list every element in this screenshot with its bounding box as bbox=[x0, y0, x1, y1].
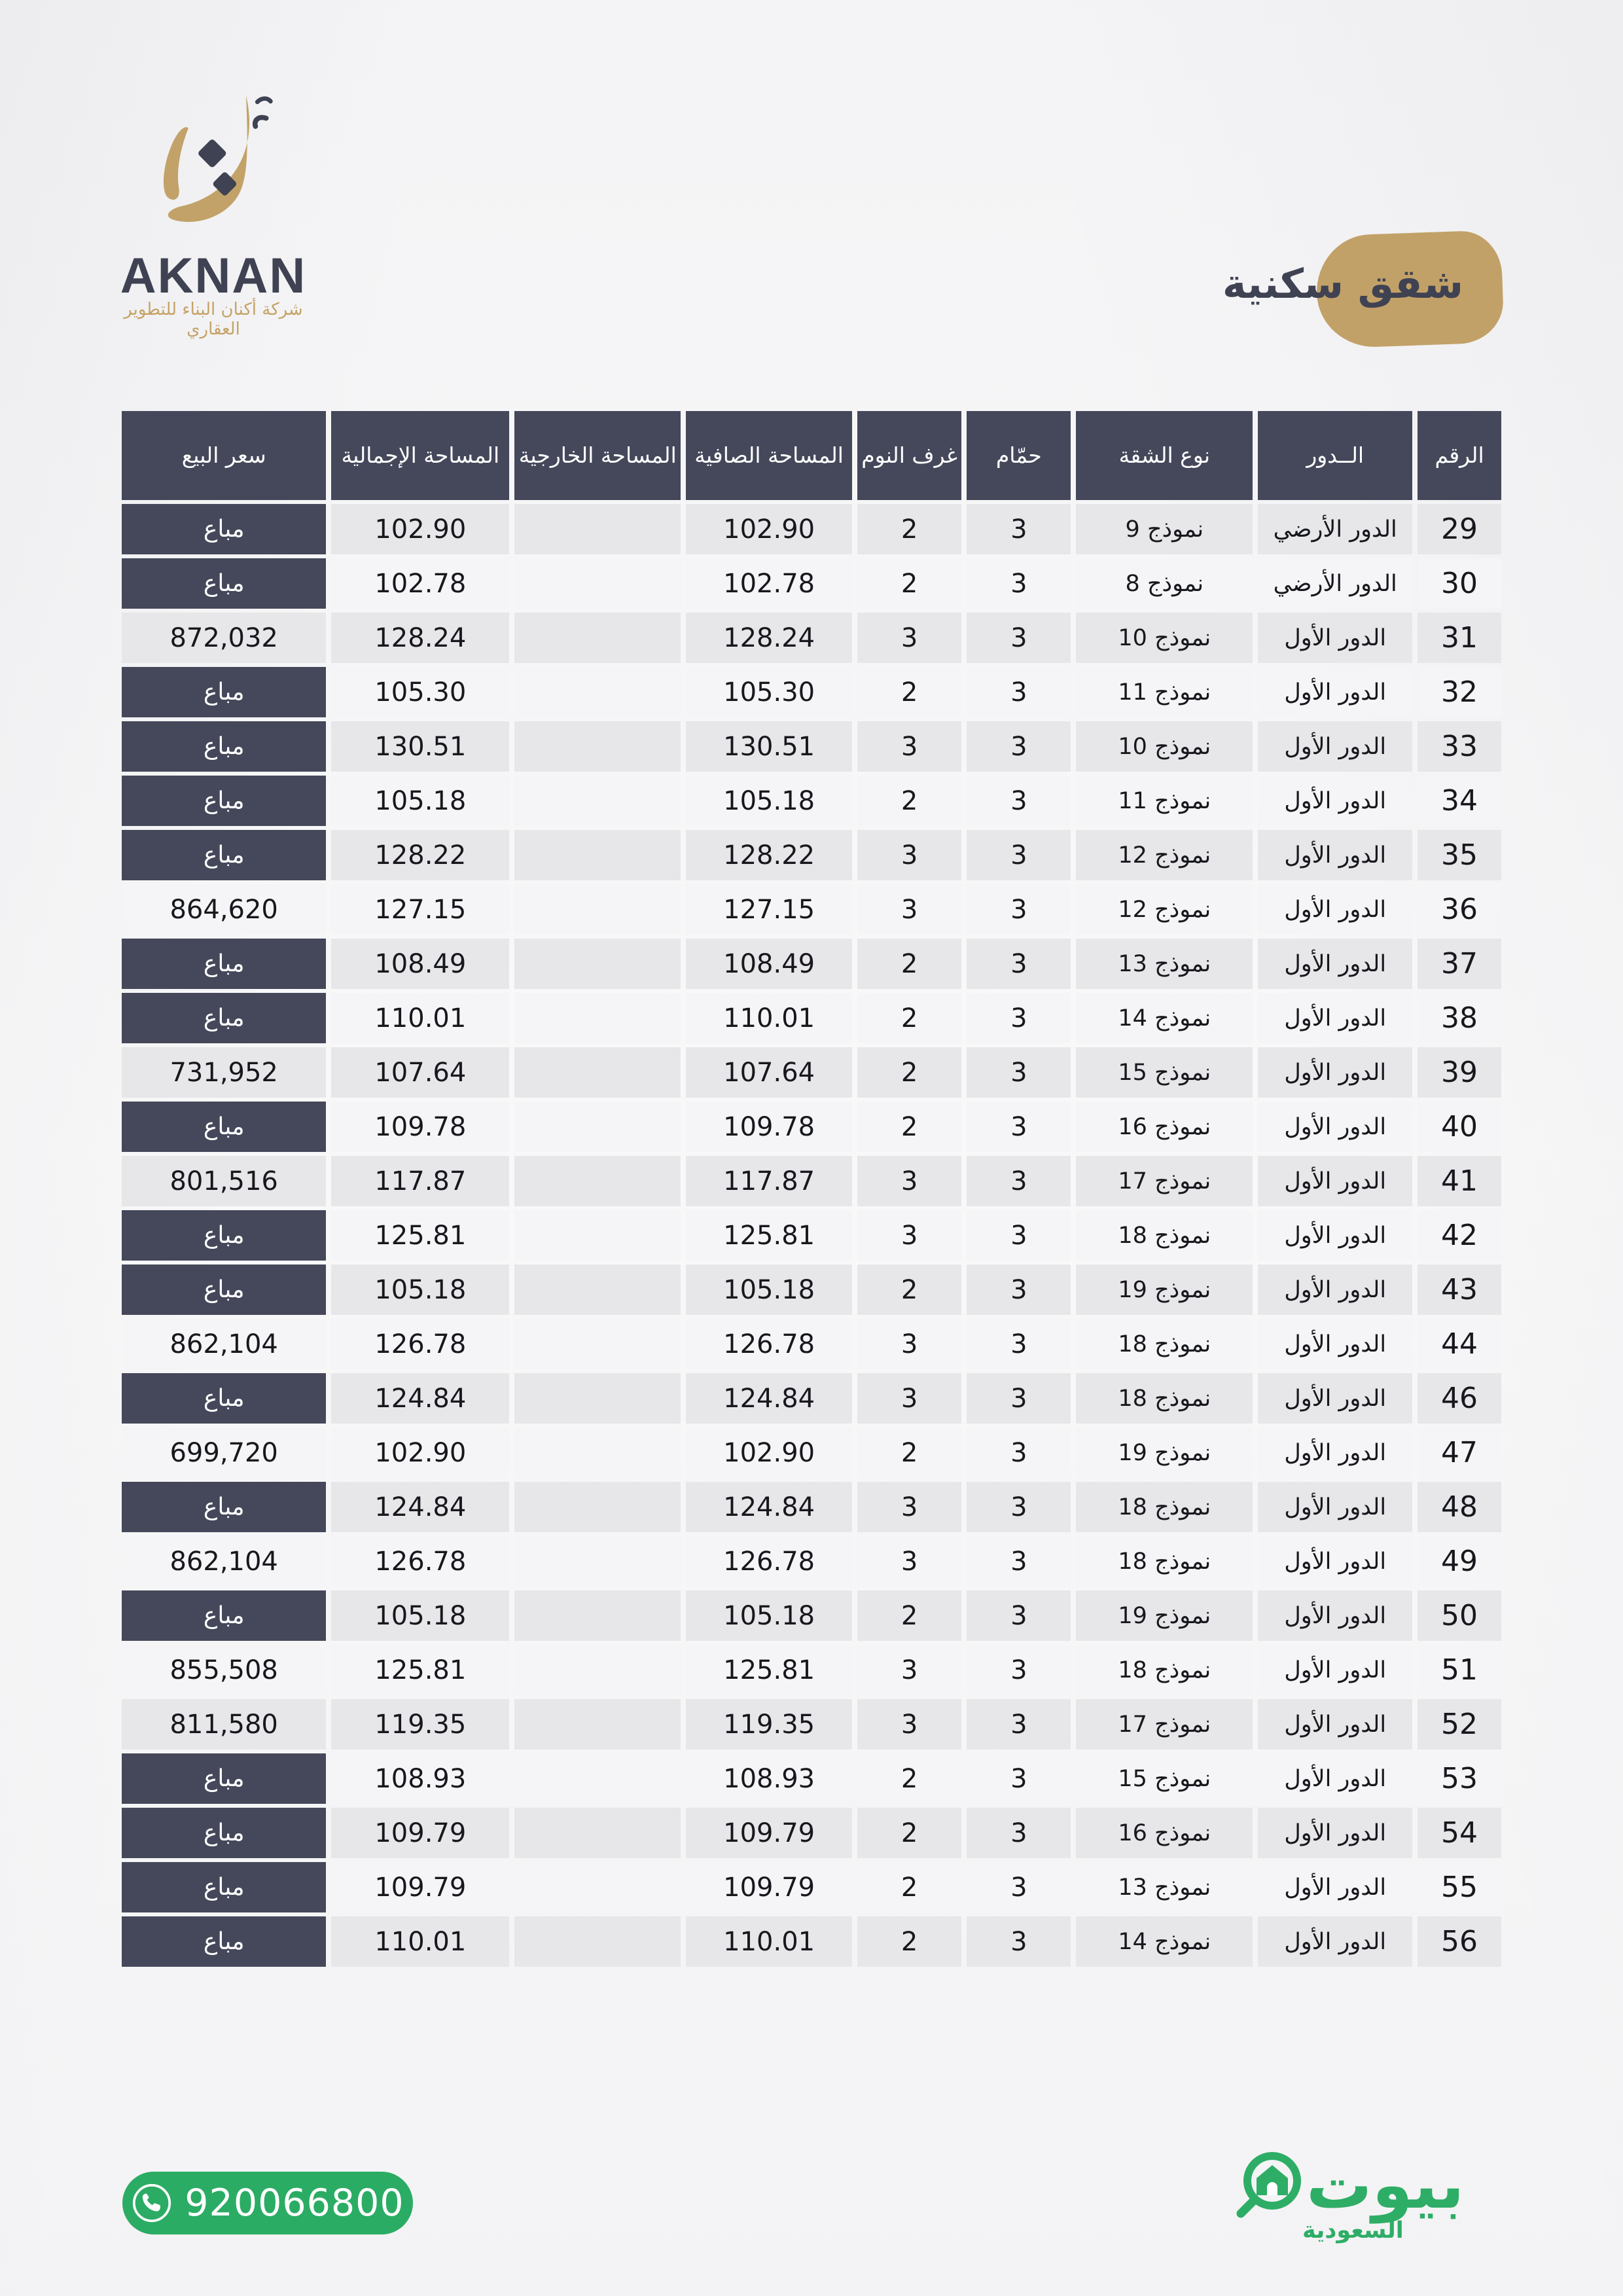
cell-floor-50: الدور الأول bbox=[1258, 1590, 1412, 1641]
cell-model-52: نموذج 17 bbox=[1076, 1699, 1253, 1749]
cell-price-37: مباع bbox=[122, 939, 326, 989]
cell-net-40: 109.78 bbox=[686, 1102, 852, 1152]
cell-total-47: 102.90 bbox=[331, 1427, 509, 1478]
unit-row-52 bbox=[122, 1699, 1501, 1749]
cell-price-33: مباع bbox=[122, 721, 326, 772]
cell-bath-47: 3 bbox=[967, 1427, 1071, 1478]
cell-bed-36: 3 bbox=[857, 884, 961, 935]
cell-no-56: 56 bbox=[1418, 1916, 1501, 1967]
cell-net-53: 108.93 bbox=[686, 1753, 852, 1804]
cell-no-36: 36 bbox=[1418, 884, 1501, 935]
unit-row-41 bbox=[122, 1156, 1501, 1206]
cell-bath-50: 3 bbox=[967, 1590, 1071, 1641]
cell-bed-46: 3 bbox=[857, 1373, 961, 1424]
cell-total-52: 119.35 bbox=[331, 1699, 509, 1749]
cell-total-32: 105.30 bbox=[331, 667, 509, 717]
cell-net-49: 126.78 bbox=[686, 1536, 852, 1587]
col-header-model: نوع الشقة bbox=[1076, 411, 1253, 500]
cell-no-47: 47 bbox=[1418, 1427, 1501, 1478]
cell-floor-44: الدور الأول bbox=[1258, 1319, 1412, 1369]
cell-total-50: 105.18 bbox=[331, 1590, 509, 1641]
cell-no-54: 54 bbox=[1418, 1808, 1501, 1858]
cell-ext-52 bbox=[514, 1699, 681, 1749]
unit-row-56 bbox=[122, 1916, 1501, 1967]
unit-row-46 bbox=[122, 1373, 1501, 1424]
logo-wordmark: AKNAN bbox=[120, 248, 307, 304]
unit-row-32 bbox=[122, 667, 1501, 717]
cell-ext-37 bbox=[514, 939, 681, 989]
cell-ext-32 bbox=[514, 667, 681, 717]
unit-row-31 bbox=[122, 613, 1501, 663]
unit-row-47 bbox=[122, 1427, 1501, 1478]
cell-bed-31: 3 bbox=[857, 613, 961, 663]
unit-row-53 bbox=[122, 1753, 1501, 1804]
price-table bbox=[116, 407, 1507, 1971]
cell-total-48: 124.84 bbox=[331, 1482, 509, 1532]
cell-net-32: 105.30 bbox=[686, 667, 852, 717]
cell-model-48: نموذج 18 bbox=[1076, 1482, 1253, 1532]
cell-net-35: 128.22 bbox=[686, 830, 852, 880]
cell-total-38: 110.01 bbox=[331, 993, 509, 1043]
cell-total-29: 102.90 bbox=[331, 504, 509, 554]
cell-ext-53 bbox=[514, 1753, 681, 1804]
cell-ext-48 bbox=[514, 1482, 681, 1532]
cell-no-37: 37 bbox=[1418, 939, 1501, 989]
unit-row-44 bbox=[122, 1319, 1501, 1369]
cell-floor-40: الدور الأول bbox=[1258, 1102, 1412, 1152]
cell-price-43: مباع bbox=[122, 1265, 326, 1315]
cell-price-54: مباع bbox=[122, 1808, 326, 1858]
cell-price-55: مباع bbox=[122, 1862, 326, 1912]
cell-floor-55: الدور الأول bbox=[1258, 1862, 1412, 1912]
cell-total-49: 126.78 bbox=[331, 1536, 509, 1587]
cell-ext-42 bbox=[514, 1210, 681, 1261]
cell-ext-39 bbox=[514, 1047, 681, 1098]
cell-bed-39: 2 bbox=[857, 1047, 961, 1098]
cell-price-32: مباع bbox=[122, 667, 326, 717]
cell-bed-34: 2 bbox=[857, 776, 961, 826]
cell-no-49: 49 bbox=[1418, 1536, 1501, 1587]
cell-model-47: نموذج 19 bbox=[1076, 1427, 1253, 1478]
cell-bed-40: 2 bbox=[857, 1102, 961, 1152]
cell-ext-50 bbox=[514, 1590, 681, 1641]
cell-net-43: 105.18 bbox=[686, 1265, 852, 1315]
cell-total-51: 125.81 bbox=[331, 1645, 509, 1695]
cell-floor-43: الدور الأول bbox=[1258, 1265, 1412, 1315]
cell-bed-38: 2 bbox=[857, 993, 961, 1043]
cell-floor-30: الدور الأرضي bbox=[1258, 558, 1412, 609]
cell-bath-33: 3 bbox=[967, 721, 1071, 772]
cell-net-54: 109.79 bbox=[686, 1808, 852, 1858]
cell-price-30: مباع bbox=[122, 558, 326, 609]
cell-floor-42: الدور الأول bbox=[1258, 1210, 1412, 1261]
aknan-calligraphy-icon bbox=[141, 92, 291, 239]
unit-row-29 bbox=[122, 504, 1501, 554]
cell-total-55: 109.79 bbox=[331, 1862, 509, 1912]
cell-price-51: 855,508 bbox=[122, 1645, 326, 1695]
col-header-bed: غرف النوم bbox=[857, 411, 961, 500]
cell-ext-41 bbox=[514, 1156, 681, 1206]
cell-no-53: 53 bbox=[1418, 1753, 1501, 1804]
cell-model-35: نموذج 12 bbox=[1076, 830, 1253, 880]
cell-bed-42: 3 bbox=[857, 1210, 961, 1261]
cell-bath-38: 3 bbox=[967, 993, 1071, 1043]
cell-ext-43 bbox=[514, 1265, 681, 1315]
col-header-total: المساحة الإجمالية bbox=[331, 411, 509, 500]
cell-price-52: 811,580 bbox=[122, 1699, 326, 1749]
cell-model-30: نموذج 8 bbox=[1076, 558, 1253, 609]
cell-price-46: مباع bbox=[122, 1373, 326, 1424]
cell-net-38: 110.01 bbox=[686, 993, 852, 1043]
unit-row-42 bbox=[122, 1210, 1501, 1261]
cell-total-43: 105.18 bbox=[331, 1265, 509, 1315]
cell-net-31: 128.24 bbox=[686, 613, 852, 663]
unit-row-33 bbox=[122, 721, 1501, 772]
cell-net-47: 102.90 bbox=[686, 1427, 852, 1478]
cell-bath-53: 3 bbox=[967, 1753, 1071, 1804]
cell-bath-55: 3 bbox=[967, 1862, 1071, 1912]
cell-bath-43: 3 bbox=[967, 1265, 1071, 1315]
cell-net-30: 102.78 bbox=[686, 558, 852, 609]
cell-price-39: 731,952 bbox=[122, 1047, 326, 1098]
cell-net-51: 125.81 bbox=[686, 1645, 852, 1695]
cell-floor-31: الدور الأول bbox=[1258, 613, 1412, 663]
cell-bath-31: 3 bbox=[967, 613, 1071, 663]
cell-price-40: مباع bbox=[122, 1102, 326, 1152]
cell-ext-44 bbox=[514, 1319, 681, 1369]
cell-bed-44: 3 bbox=[857, 1319, 961, 1369]
cell-bed-33: 3 bbox=[857, 721, 961, 772]
cell-price-48: مباع bbox=[122, 1482, 326, 1532]
house-search-icon bbox=[1234, 2147, 1302, 2223]
cell-bed-32: 2 bbox=[857, 667, 961, 717]
cell-price-31: 872,032 bbox=[122, 613, 326, 663]
cell-model-49: نموذج 18 bbox=[1076, 1536, 1253, 1587]
col-header-bath: حمّام bbox=[967, 411, 1071, 500]
cell-no-29: 29 bbox=[1418, 504, 1501, 554]
cell-floor-29: الدور الأرضي bbox=[1258, 504, 1412, 554]
cell-price-35: مباع bbox=[122, 830, 326, 880]
cell-ext-38 bbox=[514, 993, 681, 1043]
bayut-sub-label: السعودية bbox=[1302, 2217, 1404, 2244]
col-header-floor: الــدور bbox=[1258, 411, 1412, 500]
cell-model-38: نموذج 14 bbox=[1076, 993, 1253, 1043]
cell-model-56: نموذج 14 bbox=[1076, 1916, 1253, 1967]
cell-price-44: 862,104 bbox=[122, 1319, 326, 1369]
cell-floor-36: الدور الأول bbox=[1258, 884, 1412, 935]
cell-model-41: نموذج 17 bbox=[1076, 1156, 1253, 1206]
cell-bath-40: 3 bbox=[967, 1102, 1071, 1152]
unit-row-34 bbox=[122, 776, 1501, 826]
cell-net-36: 127.15 bbox=[686, 884, 852, 935]
phone-pill bbox=[122, 2172, 413, 2234]
col-header-net: المساحة الصافية bbox=[686, 411, 852, 500]
cell-bath-42: 3 bbox=[967, 1210, 1071, 1261]
cell-net-44: 126.78 bbox=[686, 1319, 852, 1369]
cell-total-34: 105.18 bbox=[331, 776, 509, 826]
cell-ext-29 bbox=[514, 504, 681, 554]
cell-bath-32: 3 bbox=[967, 667, 1071, 717]
cell-bath-46: 3 bbox=[967, 1373, 1071, 1424]
cell-bath-41: 3 bbox=[967, 1156, 1071, 1206]
cell-total-40: 109.78 bbox=[331, 1102, 509, 1152]
cell-model-36: نموذج 12 bbox=[1076, 884, 1253, 935]
cell-no-30: 30 bbox=[1418, 558, 1501, 609]
cell-price-50: مباع bbox=[122, 1590, 326, 1641]
cell-bath-36: 3 bbox=[967, 884, 1071, 935]
cell-total-41: 117.87 bbox=[331, 1156, 509, 1206]
cell-price-42: مباع bbox=[122, 1210, 326, 1261]
cell-no-41: 41 bbox=[1418, 1156, 1501, 1206]
cell-no-43: 43 bbox=[1418, 1265, 1501, 1315]
cell-bath-52: 3 bbox=[967, 1699, 1071, 1749]
cell-floor-53: الدور الأول bbox=[1258, 1753, 1412, 1804]
cell-total-42: 125.81 bbox=[331, 1210, 509, 1261]
cell-ext-35 bbox=[514, 830, 681, 880]
cell-total-44: 126.78 bbox=[331, 1319, 509, 1369]
bayut-logo-row bbox=[1234, 2147, 1509, 2223]
logo-tagline: شركة أكنان البناء للتطوير العقاري bbox=[124, 300, 303, 339]
cell-price-49: 862,104 bbox=[122, 1536, 326, 1587]
cell-bed-48: 3 bbox=[857, 1482, 961, 1532]
col-header-no: الرقم bbox=[1418, 411, 1501, 500]
cell-floor-39: الدور الأول bbox=[1258, 1047, 1412, 1098]
cell-bath-54: 3 bbox=[967, 1808, 1071, 1858]
cell-bath-44: 3 bbox=[967, 1319, 1071, 1369]
unit-row-40 bbox=[122, 1102, 1501, 1152]
cell-floor-49: الدور الأول bbox=[1258, 1536, 1412, 1587]
cell-model-55: نموذج 13 bbox=[1076, 1862, 1253, 1912]
cell-price-41: 801,516 bbox=[122, 1156, 326, 1206]
unit-row-54 bbox=[122, 1808, 1501, 1858]
cell-total-33: 130.51 bbox=[331, 721, 509, 772]
cell-bath-30: 3 bbox=[967, 558, 1071, 609]
cell-net-33: 130.51 bbox=[686, 721, 852, 772]
cell-bed-53: 2 bbox=[857, 1753, 961, 1804]
cell-no-38: 38 bbox=[1418, 993, 1501, 1043]
cell-price-29: مباع bbox=[122, 504, 326, 554]
aknan-calligraphy-art bbox=[141, 92, 291, 239]
cell-no-35: 35 bbox=[1418, 830, 1501, 880]
cell-bed-56: 2 bbox=[857, 1916, 961, 1967]
cell-no-31: 31 bbox=[1418, 613, 1501, 663]
cell-floor-34: الدور الأول bbox=[1258, 776, 1412, 826]
cell-no-34: 34 bbox=[1418, 776, 1501, 826]
unit-row-35 bbox=[122, 830, 1501, 880]
cell-bed-37: 2 bbox=[857, 939, 961, 989]
cell-no-50: 50 bbox=[1418, 1590, 1501, 1641]
cell-model-46: نموذج 18 bbox=[1076, 1373, 1253, 1424]
cell-total-39: 107.64 bbox=[331, 1047, 509, 1098]
cell-floor-48: الدور الأول bbox=[1258, 1482, 1412, 1532]
cell-ext-56 bbox=[514, 1916, 681, 1967]
cell-ext-33 bbox=[514, 721, 681, 772]
cell-bed-35: 3 bbox=[857, 830, 961, 880]
cell-bed-43: 2 bbox=[857, 1265, 961, 1315]
cell-floor-37: الدور الأول bbox=[1258, 939, 1412, 989]
price-table-wrap bbox=[116, 407, 1507, 1971]
cell-bath-49: 3 bbox=[967, 1536, 1071, 1587]
cell-net-29: 102.90 bbox=[686, 504, 852, 554]
cell-no-33: 33 bbox=[1418, 721, 1501, 772]
cell-model-53: نموذج 15 bbox=[1076, 1753, 1253, 1804]
phone-icon bbox=[131, 2182, 173, 2224]
cell-model-40: نموذج 16 bbox=[1076, 1102, 1253, 1152]
cell-no-51: 51 bbox=[1418, 1645, 1501, 1695]
unit-row-30 bbox=[122, 558, 1501, 609]
cell-no-40: 40 bbox=[1418, 1102, 1501, 1152]
cell-bed-49: 3 bbox=[857, 1536, 961, 1587]
cell-total-54: 109.79 bbox=[331, 1808, 509, 1858]
cell-no-42: 42 bbox=[1418, 1210, 1501, 1261]
cell-ext-47 bbox=[514, 1427, 681, 1478]
unit-row-48 bbox=[122, 1482, 1501, 1532]
unit-row-55 bbox=[122, 1862, 1501, 1912]
phone-number: 920066800 bbox=[185, 2181, 404, 2225]
cell-ext-34 bbox=[514, 776, 681, 826]
cell-floor-56: الدور الأول bbox=[1258, 1916, 1412, 1967]
cell-net-39: 107.64 bbox=[686, 1047, 852, 1098]
cell-total-35: 128.22 bbox=[331, 830, 509, 880]
cell-no-39: 39 bbox=[1418, 1047, 1501, 1098]
cell-bath-29: 3 bbox=[967, 504, 1071, 554]
cell-net-37: 108.49 bbox=[686, 939, 852, 989]
cell-total-36: 127.15 bbox=[331, 884, 509, 935]
col-header-ext: المساحة الخارجية bbox=[514, 411, 681, 500]
cell-model-54: نموذج 16 bbox=[1076, 1808, 1253, 1858]
cell-floor-54: الدور الأول bbox=[1258, 1808, 1412, 1858]
cell-price-47: 699,720 bbox=[122, 1427, 326, 1478]
col-header-price: سعر البيع bbox=[122, 411, 326, 500]
cell-model-29: نموذج 9 bbox=[1076, 504, 1253, 554]
cell-price-38: مباع bbox=[122, 993, 326, 1043]
cell-bed-30: 2 bbox=[857, 558, 961, 609]
cell-net-52: 119.35 bbox=[686, 1699, 852, 1749]
cell-bed-41: 3 bbox=[857, 1156, 961, 1206]
cell-model-39: نموذج 15 bbox=[1076, 1047, 1253, 1098]
cell-ext-54 bbox=[514, 1808, 681, 1858]
cell-price-56: مباع bbox=[122, 1916, 326, 1967]
cell-model-50: نموذج 19 bbox=[1076, 1590, 1253, 1641]
cell-model-33: نموذج 10 bbox=[1076, 721, 1253, 772]
cell-net-50: 105.18 bbox=[686, 1590, 852, 1641]
cell-bed-51: 3 bbox=[857, 1645, 961, 1695]
cell-model-32: نموذج 11 bbox=[1076, 667, 1253, 717]
cell-floor-38: الدور الأول bbox=[1258, 993, 1412, 1043]
cell-bath-37: 3 bbox=[967, 939, 1071, 989]
cell-floor-33: الدور الأول bbox=[1258, 721, 1412, 772]
unit-row-36 bbox=[122, 884, 1501, 935]
unit-row-39 bbox=[122, 1047, 1501, 1098]
unit-row-37 bbox=[122, 939, 1501, 989]
cell-floor-35: الدور الأول bbox=[1258, 830, 1412, 880]
cell-no-44: 44 bbox=[1418, 1319, 1501, 1369]
cell-model-31: نموذج 10 bbox=[1076, 613, 1253, 663]
cell-price-53: مباع bbox=[122, 1753, 326, 1804]
cell-floor-51: الدور الأول bbox=[1258, 1645, 1412, 1695]
cell-ext-49 bbox=[514, 1536, 681, 1587]
cell-floor-32: الدور الأول bbox=[1258, 667, 1412, 717]
cell-floor-41: الدور الأول bbox=[1258, 1156, 1412, 1206]
cell-floor-52: الدور الأول bbox=[1258, 1699, 1412, 1749]
cell-model-51: نموذج 18 bbox=[1076, 1645, 1253, 1695]
cell-model-44: نموذج 18 bbox=[1076, 1319, 1253, 1369]
cell-bed-55: 2 bbox=[857, 1862, 961, 1912]
cell-total-30: 102.78 bbox=[331, 558, 509, 609]
unit-row-51 bbox=[122, 1645, 1501, 1695]
cell-total-31: 128.24 bbox=[331, 613, 509, 663]
header-row bbox=[122, 411, 1501, 500]
unit-row-49 bbox=[122, 1536, 1501, 1587]
cell-model-43: نموذج 19 bbox=[1076, 1265, 1253, 1315]
cell-bed-52: 3 bbox=[857, 1699, 961, 1749]
cell-floor-46: الدور الأول bbox=[1258, 1373, 1412, 1424]
cell-bed-29: 2 bbox=[857, 504, 961, 554]
bayut-wordmark: بيوت bbox=[1306, 2146, 1465, 2223]
cell-bath-51: 3 bbox=[967, 1645, 1071, 1695]
cell-no-52: 52 bbox=[1418, 1699, 1501, 1749]
cell-bath-39: 3 bbox=[967, 1047, 1071, 1098]
cell-ext-40 bbox=[514, 1102, 681, 1152]
cell-ext-36 bbox=[514, 884, 681, 935]
cell-price-36: 864,620 bbox=[122, 884, 326, 935]
unit-row-38 bbox=[122, 993, 1501, 1043]
cell-bath-48: 3 bbox=[967, 1482, 1071, 1532]
unit-row-50 bbox=[122, 1590, 1501, 1641]
bayut-logo bbox=[1234, 2147, 1509, 2244]
cell-total-56: 110.01 bbox=[331, 1916, 509, 1967]
cell-total-46: 124.84 bbox=[331, 1373, 509, 1424]
cell-net-34: 105.18 bbox=[686, 776, 852, 826]
cell-no-55: 55 bbox=[1418, 1862, 1501, 1912]
cell-bed-47: 2 bbox=[857, 1427, 961, 1478]
section-badge-label: شقق سكنية bbox=[1222, 260, 1464, 308]
cell-bed-50: 2 bbox=[857, 1590, 961, 1641]
cell-net-48: 124.84 bbox=[686, 1482, 852, 1532]
cell-ext-31 bbox=[514, 613, 681, 663]
cell-ext-46 bbox=[514, 1373, 681, 1424]
cell-net-56: 110.01 bbox=[686, 1916, 852, 1967]
cell-model-34: نموذج 11 bbox=[1076, 776, 1253, 826]
cell-ext-30 bbox=[514, 558, 681, 609]
cell-ext-55 bbox=[514, 1862, 681, 1912]
cell-bath-56: 3 bbox=[967, 1916, 1071, 1967]
cell-model-42: نموذج 18 bbox=[1076, 1210, 1253, 1261]
cell-net-42: 125.81 bbox=[686, 1210, 852, 1261]
cell-model-37: نموذج 13 bbox=[1076, 939, 1253, 989]
cell-net-41: 117.87 bbox=[686, 1156, 852, 1206]
cell-total-37: 108.49 bbox=[331, 939, 509, 989]
cell-no-32: 32 bbox=[1418, 667, 1501, 717]
cell-ext-51 bbox=[514, 1645, 681, 1695]
unit-row-43 bbox=[122, 1265, 1501, 1315]
cell-no-48: 48 bbox=[1418, 1482, 1501, 1532]
cell-total-53: 108.93 bbox=[331, 1753, 509, 1804]
cell-floor-47: الدور الأول bbox=[1258, 1427, 1412, 1478]
cell-bath-35: 3 bbox=[967, 830, 1071, 880]
cell-net-55: 109.79 bbox=[686, 1862, 852, 1912]
cell-no-46: 46 bbox=[1418, 1373, 1501, 1424]
cell-net-46: 124.84 bbox=[686, 1373, 852, 1424]
cell-bath-34: 3 bbox=[967, 776, 1071, 826]
cell-price-34: مباع bbox=[122, 776, 326, 826]
cell-bed-54: 2 bbox=[857, 1808, 961, 1858]
